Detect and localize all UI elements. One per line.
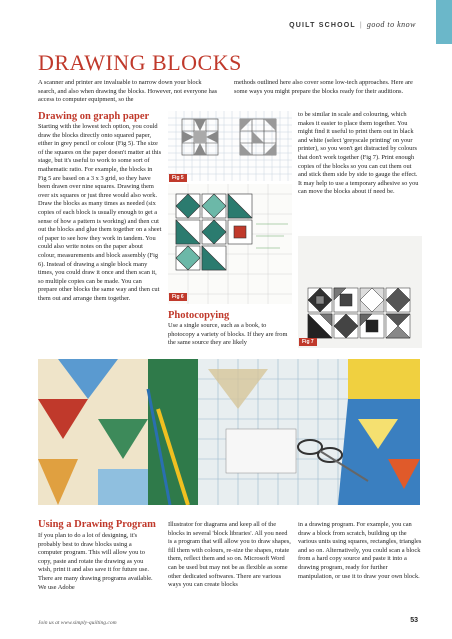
drawing-program-heading: Using a Drawing Program [38, 519, 156, 530]
photocopying-body: Use a single source, such as a book, to photocopy a variety of blocks. If they are from the same source they are likely [168, 322, 288, 347]
drawing-program-body: If you plan to do a lot of designing, it's probably best to draw blocks using a computer program. This will allow you to copy, paste and rotate the drawing as you wish, print it and also save it for future use. There are many drawing programs available. We use Adobe [38, 532, 153, 591]
header-section: QUILT SCHOOL [289, 22, 356, 29]
fig5-graph-paper [168, 111, 292, 181]
section-tab [436, 0, 452, 44]
header-subtitle: good to know [366, 20, 416, 29]
page-number: 53 [410, 617, 418, 624]
fig6-label: Fig 6 [169, 293, 187, 301]
drawing-program-col3 [298, 521, 422, 581]
drawing-program-col3-text: in a drawing program. For example, you can draw a block from scratch, building up the various units using squares, rectangles, triangles and so on. Alternatively, you could scan a block from a hard copy source and paste it into a drawing program, ready for further manipulation, or use it to draw your own block. [298, 521, 422, 580]
fig7-greyscale-blocks [298, 236, 422, 348]
intro-left: A scanner and printer are invaluable to narrow down your block search, and also when drawing the blocks. However, not everyone has access to computer equipment, so the [38, 79, 218, 104]
graph-paper-body: Starting with the lowest tech option, you could draw the blocks directly onto squared paper, either in grey pencil or colour (Fig 5). The size of the squares on the paper doesn't matter at this stage, but it's useful to work to some sort of mathematic ratio. For example, the blocks in Fig 5 are based on a 3 x 3 grid, so they have been drawn over nine squares. Drawing them over six squares or just three would also work. Draw the blocks as many times as needed (six copies of each block is usually enough to get a sense of how a pattern is working) and then cut out the blocks and glue them together on a sheet of paper to see how they work in tandem. You could also write notes on the paper about colour, measurements and block assembly (Fig 6). Instead of drawing a single block many times, you could draw it once and then scan it, so multiple copies can be made. You can prepare other blocks the same way and then cut them out and arrange them together. [38, 123, 162, 302]
graph-paper-heading: Drawing on graph paper [38, 111, 150, 122]
drawing-program-col2-text: Illustrator for diagrams and keep all of the blocks in several 'block libraries'. All you need is a program that will allow you to draw shapes, fill them with colours, re-size the shapes, rotate them, reflect them and so on. Microsoft Word can be used but may not be as flexible as some other dedicated softwares. There are various ways you can create blocks [168, 521, 291, 589]
footer-website: Join us at www.simply-quilting.com [38, 620, 117, 626]
drawing-program-col2 [168, 521, 292, 590]
right-column [298, 111, 422, 197]
graph-paper-section [38, 111, 162, 303]
fig7-label: Fig 7 [299, 338, 317, 346]
quilt-tools-photo [38, 359, 420, 505]
intro-right: methods outlined here also cover some low-tech approaches. Here are some ways you might prepare the blocks ready for their auditions. [234, 79, 413, 95]
drawing-program-section [38, 519, 156, 592]
page-title: DRAWING BLOCKS [38, 50, 242, 75]
fig5-label: Fig 5 [169, 174, 187, 182]
photocopying-section [168, 310, 292, 348]
header-separator: | [359, 22, 363, 29]
right-column-body: to be similar in scale and colouring, which makes it easier to place them together. You might find it useful to print them out in black and white (select 'greyscale printing' on your printer), so you won't get distracted by colours that don't work together (Fig 7). Print enough copies of the blocks so you can cut them out and stick them side by side to gauge the effect. It may help to use a temporary adhesive so you can move the blocks about if need be. [298, 111, 419, 196]
fig6-glued-blocks [168, 184, 292, 304]
photocopying-heading: Photocopying [168, 310, 230, 321]
page-header [289, 20, 416, 29]
